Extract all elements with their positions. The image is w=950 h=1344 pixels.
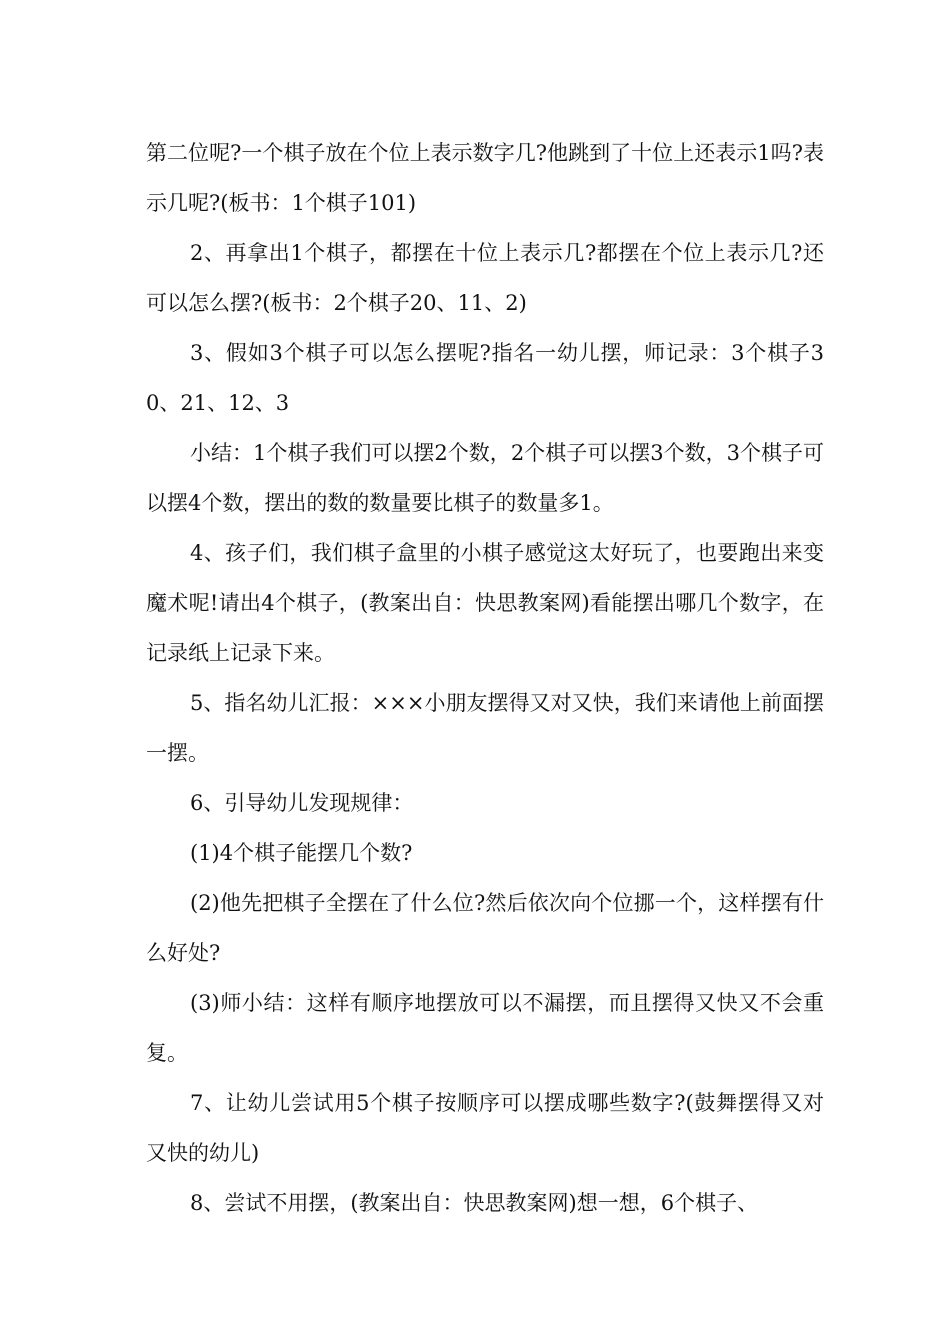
paragraph-step-3: 3、假如3个棋子可以怎么摆呢?指名一幼儿摆，师记录：3个棋子30、21、12、3	[146, 341, 824, 415]
document-body	[146, 128, 824, 1228]
paragraph-step-2: 2、再拿出1个棋子，都摆在十位上表示几?都摆在个位上表示几?还可以怎么摆?(板书：2个棋子20、11、2)	[146, 241, 824, 315]
paragraph-step-5: 5、指名幼儿汇报：×××小朋友摆得又对又快，我们来请他上前面摆一摆。	[146, 691, 824, 765]
paragraph-step-7: 7、让幼儿尝试用5个棋子按顺序可以摆成哪些数字?(鼓舞摆得又对又快的幼儿)	[146, 1091, 824, 1165]
paragraph-step-6: 6、引导幼儿发现规律：	[190, 791, 414, 815]
paragraph-sub-1: (1)4个棋子能摆几个数?	[190, 841, 413, 865]
paragraph-step-8: 8、尝试不用摆，(教案出自：快思教案网)想一想，6个棋子、	[190, 1191, 759, 1215]
paragraph-summary: 小结：1个棋子我们可以摆2个数，2个棋子可以摆3个数，3个棋子可以摆4个数，摆出的数的数量要比棋子的数量多1。	[146, 441, 824, 515]
paragraph-sub-3: (3)师小结：这样有顺序地摆放可以不漏摆，而且摆得又快又不会重复。	[146, 991, 824, 1065]
paragraph-continuation: 第二位呢?一个棋子放在个位上表示数字几?他跳到了十位上还表示1吗?表示几呢?(板书：1个棋子101)	[146, 141, 824, 215]
paragraph-step-4: 4、孩子们，我们棋子盒里的小棋子感觉这太好玩了，也要跑出来变魔术呢!请出4个棋子，(教案出自：快思教案网)看能摆出哪几个数字，在记录纸上记录下来。	[146, 541, 824, 665]
paragraph-sub-2: (2)他先把棋子全摆在了什么位?然后依次向个位挪一个，这样摆有什么好处?	[146, 891, 824, 965]
